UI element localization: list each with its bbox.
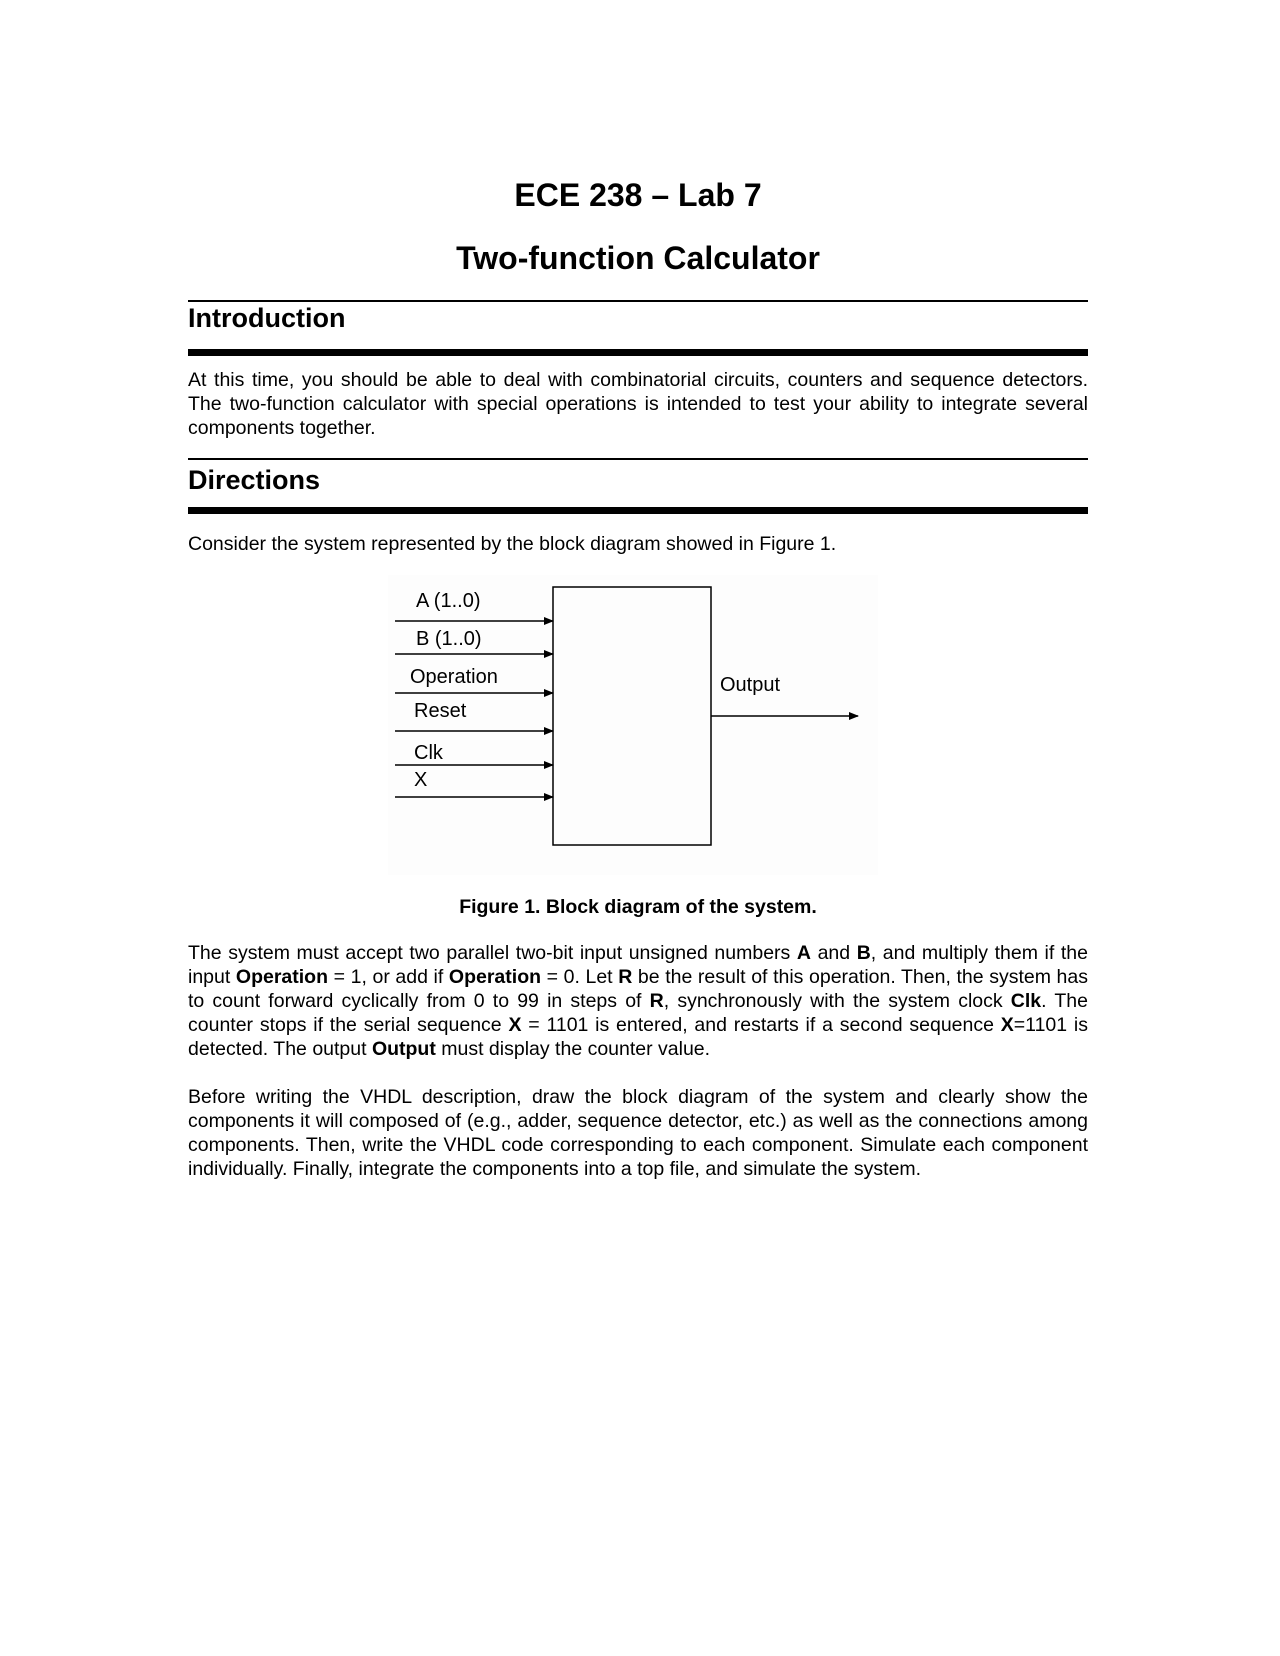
directions-intro: Consider the system represented by the block diagram showed in Figure 1. [188, 533, 837, 555]
bold-term-a: A [796, 942, 811, 964]
bold-term-x: X [1000, 1014, 1014, 1036]
input-label-clk: Clk [414, 742, 443, 764]
figure-caption: Figure 1. Block diagram of the system. [459, 896, 817, 918]
text-run: , and multiply them if the input [188, 942, 1088, 988]
section-rule-top [188, 458, 1088, 460]
input-label-x: X [414, 769, 428, 791]
instructions-paragraph: Before writing the VHDL description, draw the block diagram of the system and clearly show the components it will composed of (e.g., adder, sequence detector, etc.) as well as the connections among components. Then, write the VHDL code corresponding to each component. Simulate each component individually. Finally, integrate the components into a top file, and simulate the system. [188, 1086, 1088, 1180]
text-run: = 1101 is entered, and restarts if a second sequence [521, 1014, 1001, 1036]
text-run: . The counter stops if the serial sequence [188, 990, 1088, 1036]
input-label-a: A (1..0) [416, 590, 481, 612]
document-title: ECE 238 – Lab 7 [514, 177, 762, 213]
text-run: = 1, or add if [328, 966, 449, 988]
block-diagram-figure [388, 575, 878, 875]
section-rule-bottom [188, 507, 1088, 514]
text-run: must display the counter value. [435, 1038, 711, 1060]
text-run: , synchronously with the system clock [663, 990, 1011, 1012]
introduction-heading: Introduction [188, 303, 346, 333]
bold-term-r: R [618, 966, 633, 988]
system-block [553, 587, 711, 845]
bold-term-clk: Clk [1010, 990, 1042, 1012]
introduction-paragraph: At this time, you should be able to deal with combinatorial circuits, counters and sequence detectors. The two-function calculator with special operations is intended to test your ability to integrate several components together. [188, 369, 1088, 439]
document-subtitle: Two-function Calculator [456, 240, 820, 276]
directions-heading: Directions [188, 465, 321, 495]
text-run: and [810, 942, 857, 964]
bold-term-r: R [649, 990, 664, 1012]
text-run: be the result of this operation. Then, the system has to count forward cyclically from 0 to 99 in steps of [188, 966, 1088, 1012]
requirements-paragraph [188, 941, 1088, 1061]
output-label: Output [720, 674, 781, 696]
bold-term-output: Output [371, 1038, 436, 1060]
section-rule-bottom [188, 349, 1088, 356]
input-label-reset: Reset [414, 700, 467, 722]
text-run: = 0. Let [541, 966, 619, 988]
bold-term-operation: Operation [448, 966, 542, 988]
bold-term-operation: Operation [235, 966, 328, 988]
input-label-b: B (1..0) [416, 628, 482, 650]
bold-term-x: X [508, 1014, 522, 1036]
input-label-operation: Operation [410, 666, 498, 688]
text-run: The system must accept two parallel two-bit input unsigned numbers [188, 942, 797, 964]
bold-term-b: B [856, 942, 871, 964]
block-diagram [388, 575, 878, 875]
text-run: =1101 is detected. The output [188, 1014, 1088, 1060]
